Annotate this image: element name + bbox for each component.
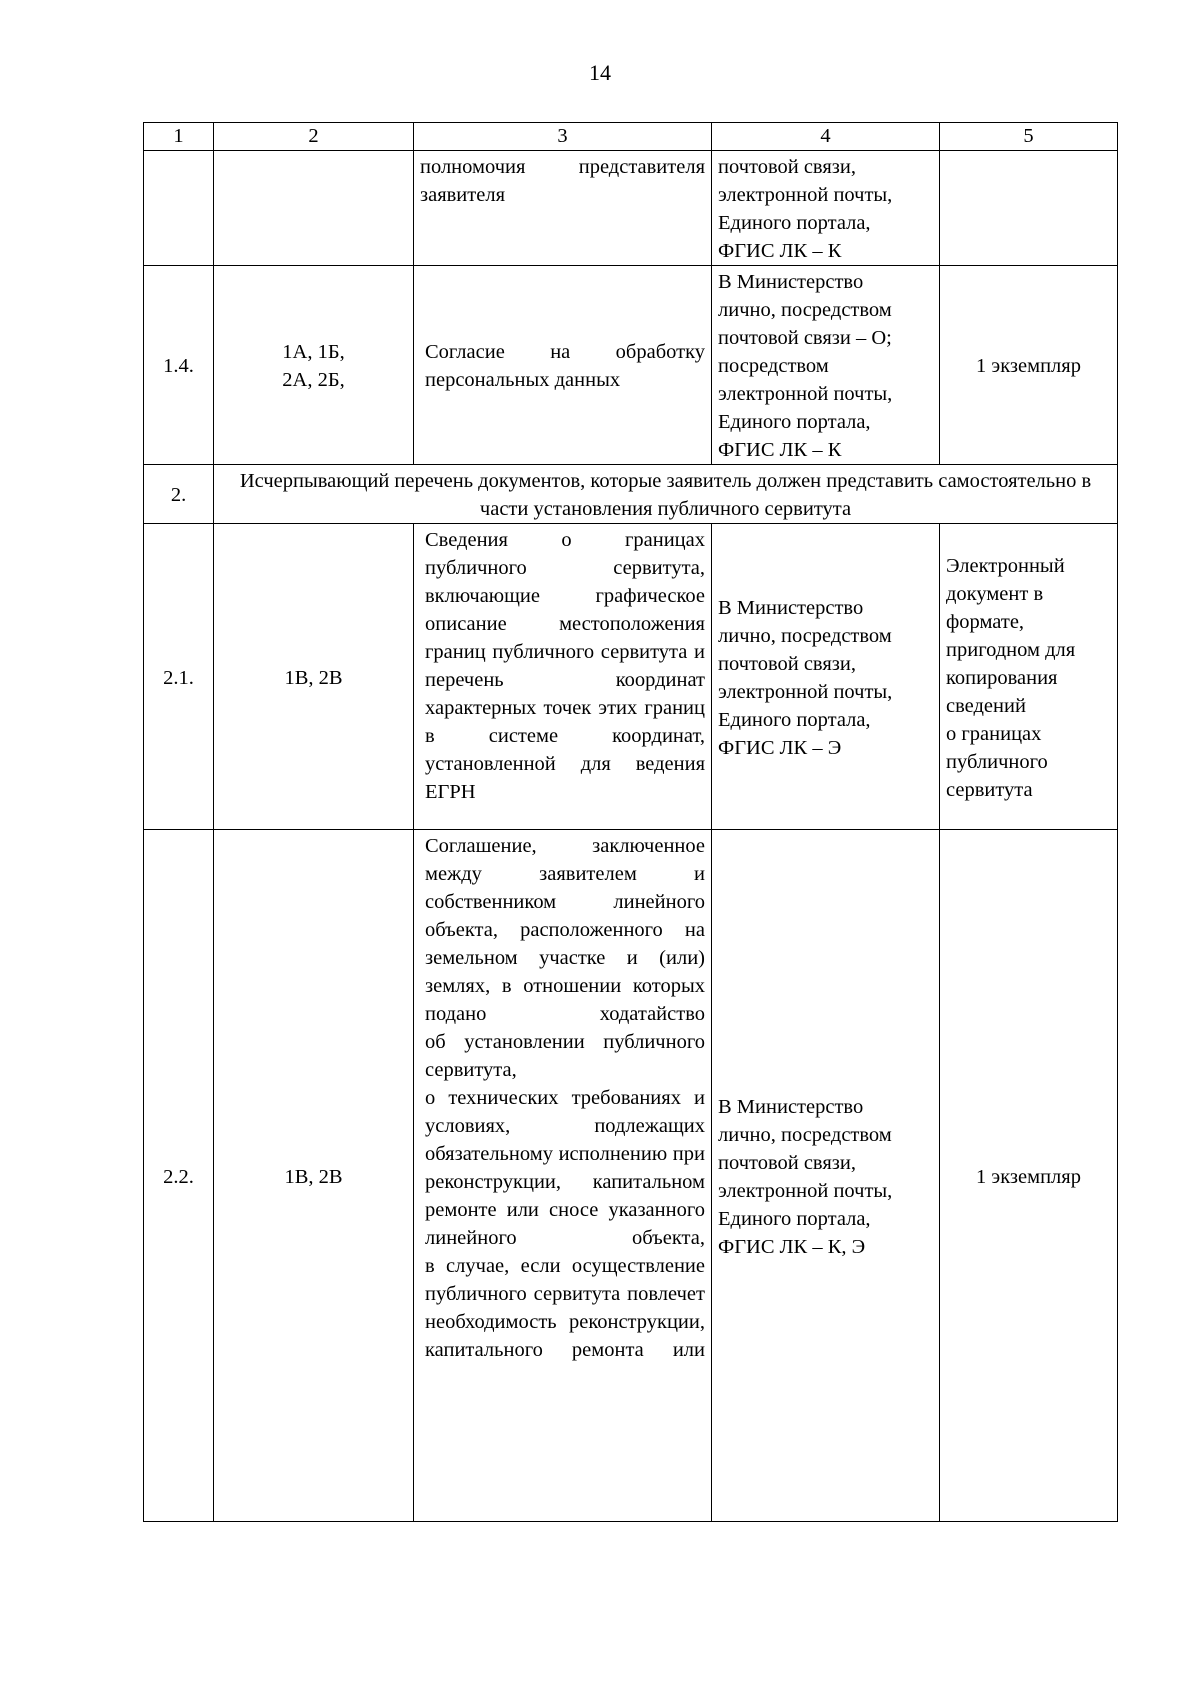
submission-method-cell: В Министерство лично, посредством почтовой связи, электронной почты, Единого портала, ФГИС ЛК – К, Э: [712, 830, 940, 1522]
row-number-cell: 2.2.: [144, 830, 214, 1522]
row-number-cell: 2.: [144, 465, 214, 524]
document-name-cell: Соглашение, заключенное между заявителем и собственником линейного объекта, расположенного на земельном участке и (или) землях, в отношении которых подано ходатайство об установлении публичного сервитута, о технических требованиях и условиях, подлежащих обязательному исполнению при реконструкции, капитальном ремонте или сносе указанного линейного объекта, в случае, если осуществление публичного сервитута повлечет необходимость реконструкции, капитального ремонта или: [414, 830, 712, 1522]
row-number-cell: 1.4.: [144, 266, 214, 465]
row-number-cell: 2.1.: [144, 524, 214, 830]
applicant-category-cell: 1В, 2В: [214, 524, 414, 830]
document-form-cell: [940, 151, 1118, 266]
applicant-category-cell: [214, 151, 414, 266]
table-row: [144, 830, 1118, 1522]
table-row: [144, 266, 1118, 465]
header-cell: 1: [144, 123, 214, 151]
section-row: [144, 465, 1118, 524]
document-name-cell: Сведения о границах публичного сервитута, включающие графическое описание местоположения границ публичного сервитута и перечень координат характерных точек этих границ в системе координат, установленной для ведения ЕГРН: [414, 524, 712, 830]
table-header-row: [144, 123, 1118, 151]
applicant-category-cell: 1В, 2В: [214, 830, 414, 1522]
header-cell: 5: [940, 123, 1118, 151]
document-form-cell: 1 экземпляр: [940, 266, 1118, 465]
submission-method-cell: В Министерство лично, посредством почтовой связи, электронной почты, Единого портала, ФГИС ЛК – Э: [712, 524, 940, 830]
table-row: [144, 151, 1118, 266]
document-form-cell: 1 экземпляр: [940, 830, 1118, 1522]
section-title-cell: Исчерпывающий перечень документов, которые заявитель должен представить самостоятельно в части установления публичного сервитута: [214, 465, 1118, 524]
table-row: [144, 524, 1118, 830]
header-cell: 3: [414, 123, 712, 151]
document-form-cell: Электронный документ в формате, пригодном для копирования сведений о границах публичного сервитута: [940, 524, 1118, 830]
page-number: 14: [589, 60, 611, 85]
header-cell: 4: [712, 123, 940, 151]
document-name-cell: Согласие на обработку персональных данных: [414, 266, 712, 465]
submission-method-cell: почтовой связи, электронной почты, Единого портала, ФГИС ЛК – К: [712, 151, 940, 266]
documents-table: [143, 122, 1118, 1522]
row-number-cell: [144, 151, 214, 266]
submission-method-cell: В Министерство лично, посредством почтовой связи – О; посредством электронной почты, Единого портала, ФГИС ЛК – К: [712, 266, 940, 465]
document-name-cell: полномочия представителя заявителя: [414, 151, 712, 266]
applicant-category-cell: 1А, 1Б, 2А, 2Б,: [214, 266, 414, 465]
header-cell: 2: [214, 123, 414, 151]
